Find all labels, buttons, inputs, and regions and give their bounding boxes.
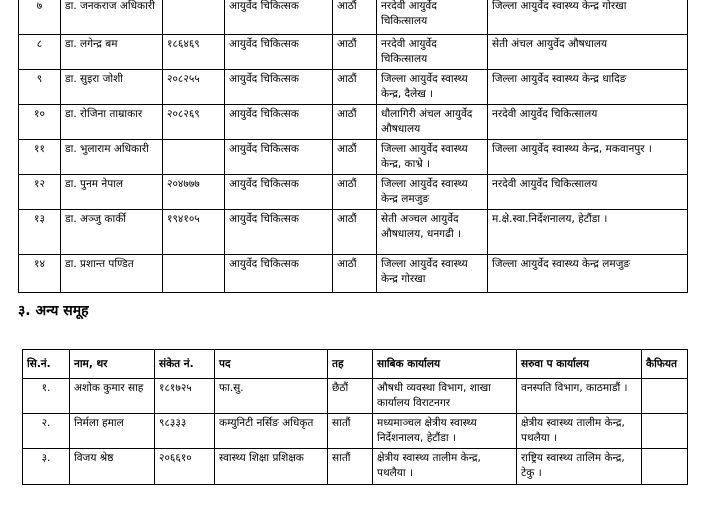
cell-name: डा. भुलाराम अधिकारी — [61, 140, 163, 175]
cell-remarks — [642, 414, 688, 449]
cell-code — [163, 0, 225, 35]
cell-name: डा. प्रशान्त पण्डित — [61, 255, 163, 293]
table-row — [19, 35, 688, 70]
header-code: संकेत नं. — [155, 350, 215, 379]
cell-from: औषधी व्यवस्था विभाग, शाखा कार्यालय विराटनगर — [373, 379, 517, 414]
cell-sn: १. — [23, 379, 70, 414]
cell-code: २०६६१० — [155, 449, 215, 485]
transfer-table-other-group — [22, 349, 688, 485]
cell-from: जिल्ला आयुर्वेद स्वास्थ्य केन्द्र गोरखा — [377, 255, 488, 293]
cell-to: जिल्ला आयुर्वेद स्वास्थ्य केन्द्र गोरखा — [488, 0, 688, 35]
header-sn: सि.नं. — [23, 350, 70, 379]
cell-remarks — [642, 449, 688, 485]
table-row — [19, 0, 688, 35]
table-row — [23, 449, 688, 485]
table-row — [19, 210, 688, 255]
table-row — [19, 175, 688, 210]
cell-code: ९८३३३ — [155, 414, 215, 449]
cell-post: आयुर्वेद चिकित्सक — [225, 35, 333, 70]
cell-sn: ९ — [19, 70, 61, 105]
cell-code: १९४१०५ — [163, 210, 225, 255]
cell-name: डा. लगेन्द्र बम — [61, 35, 163, 70]
cell-level: आठौं — [333, 70, 377, 105]
header-level: तह — [328, 350, 373, 379]
cell-sn: १० — [19, 105, 61, 140]
cell-post: आयुर्वेद चिकित्सक — [225, 70, 333, 105]
cell-name: डा. पुनम नेपाल — [61, 175, 163, 210]
cell-from: मध्यमाञ्चल क्षेत्रीय स्वास्थ्य निर्देशनालय, हेटौंडा । — [373, 414, 517, 449]
cell-post: आयुर्वेद चिकित्सक — [225, 105, 333, 140]
cell-post: आयुर्वेद चिकित्सक — [225, 255, 333, 293]
cell-to: वनस्पति विभाग, काठमाडौं । — [517, 379, 642, 414]
cell-level: छैठौं — [328, 379, 373, 414]
cell-to: राष्ट्रिय स्वास्थ्य तालिम केन्द्र, टेकु । — [517, 449, 642, 485]
transfer-table-ayurveda — [18, 0, 688, 293]
cell-sn: ११ — [19, 140, 61, 175]
cell-code: २०८२५५ — [163, 70, 225, 105]
header-from-office: साबिक कार्यालय — [373, 350, 517, 379]
cell-level: सातौं — [328, 449, 373, 485]
table-row — [23, 379, 688, 414]
cell-level: सातौं — [328, 414, 373, 449]
cell-name: डा. रोजिना ताम्राकार — [61, 105, 163, 140]
table-row — [23, 414, 688, 449]
table-header-row — [23, 350, 688, 379]
section-heading-other-group: ३. अन्य समूह — [18, 303, 89, 319]
cell-sn: २. — [23, 414, 70, 449]
cell-sn: १३ — [19, 210, 61, 255]
cell-post: आयुर्वेद चिकित्सक — [225, 140, 333, 175]
cell-post: स्वास्थ्य शिक्षा प्रशिक्षक — [215, 449, 328, 485]
cell-from: नरदेवी आयुर्वेद चिकित्सालय — [377, 35, 488, 70]
cell-name: डा. अञ्जु कार्की — [61, 210, 163, 255]
cell-to: नरदेवी आयुर्वेद चिकित्सालय — [488, 105, 688, 140]
cell-code: १८१७२५ — [155, 379, 215, 414]
cell-code: २०४७७७ — [163, 175, 225, 210]
cell-name: डा. सुइरा जोशी — [61, 70, 163, 105]
cell-sn: १४ — [19, 255, 61, 293]
cell-sn: ७ — [19, 0, 61, 35]
cell-post: आयुर्वेद चिकित्सक — [225, 0, 333, 35]
table-row — [19, 70, 688, 105]
cell-sn: ३. — [23, 449, 70, 485]
cell-from: जिल्ला आयुर्वेद स्वास्थ्य केन्द्र लमजुङ — [377, 175, 488, 210]
cell-level: आठौं — [333, 140, 377, 175]
cell-sn: ८ — [19, 35, 61, 70]
cell-sn: १२ — [19, 175, 61, 210]
cell-from: जिल्ला आयुर्वेद स्वास्थ्य केन्द्र, दैलेख । — [377, 70, 488, 105]
cell-name: विजय श्रेष्ठ — [70, 449, 155, 485]
header-name: नाम, थर — [70, 350, 155, 379]
cell-name: अशोक कुमार साह — [70, 379, 155, 414]
cell-post: कम्युनिटी नर्सिङ अधिकृत — [215, 414, 328, 449]
cell-from: धौलागिरी अंचल आयुर्वेद औषधालय — [377, 105, 488, 140]
table-row — [19, 255, 688, 293]
cell-level: आठौं — [333, 105, 377, 140]
cell-from: जिल्ला आयुर्वेद स्वास्थ्य केन्द्र, काभ्रे । — [377, 140, 488, 175]
cell-to: जिल्ला आयुर्वेद स्वास्थ्य केन्द्र धादिङ — [488, 70, 688, 105]
header-to-office: सरुवा प कार्यालय — [517, 350, 642, 379]
cell-level: आठौं — [333, 0, 377, 35]
cell-name: निर्मला हमाल — [70, 414, 155, 449]
cell-to: जिल्ला आयुर्वेद स्वास्थ्य केन्द्र, मकवानपुर । — [488, 140, 688, 175]
cell-level: आठौं — [333, 175, 377, 210]
cell-from: सेती अञ्चल आयुर्वेद औषधालय, धनगढी । — [377, 210, 488, 255]
cell-code: २०८२६९ — [163, 105, 225, 140]
table-row — [19, 105, 688, 140]
cell-to: नरदेवी आयुर्वेद चिकित्सालय — [488, 175, 688, 210]
cell-code — [163, 140, 225, 175]
cell-post: आयुर्वेद चिकित्सक — [225, 210, 333, 255]
cell-code — [163, 255, 225, 293]
cell-code: १८६४६९ — [163, 35, 225, 70]
cell-level: आठौं — [333, 210, 377, 255]
cell-post: आयुर्वेद चिकित्सक — [225, 175, 333, 210]
cell-name: डा. जनकराज अधिकारी — [61, 0, 163, 35]
cell-post: फा.सु. — [215, 379, 328, 414]
table-row — [19, 140, 688, 175]
cell-to: म.क्षे.स्वा.निर्देशनालय, हेटौंडा । — [488, 210, 688, 255]
header-remarks: कैफियत — [642, 350, 688, 379]
cell-from: नरदेवी आयुर्वेद चिकित्सालय — [377, 0, 488, 35]
cell-remarks — [642, 379, 688, 414]
cell-from: क्षेत्रीय स्वास्थ्य तालीम केन्द्र, पथलैया । — [373, 449, 517, 485]
cell-level: आठौं — [333, 35, 377, 70]
cell-to: सेती अंचल आयुर्वेद औषधालय — [488, 35, 688, 70]
cell-to: क्षेत्रीय स्वास्थ्य तालीम केन्द्र, पथलैया । — [517, 414, 642, 449]
cell-level: आठौं — [333, 255, 377, 293]
header-post: पद — [215, 350, 328, 379]
cell-to: जिल्ला आयुर्वेद स्वास्थ्य केन्द्र लमजुङ — [488, 255, 688, 293]
